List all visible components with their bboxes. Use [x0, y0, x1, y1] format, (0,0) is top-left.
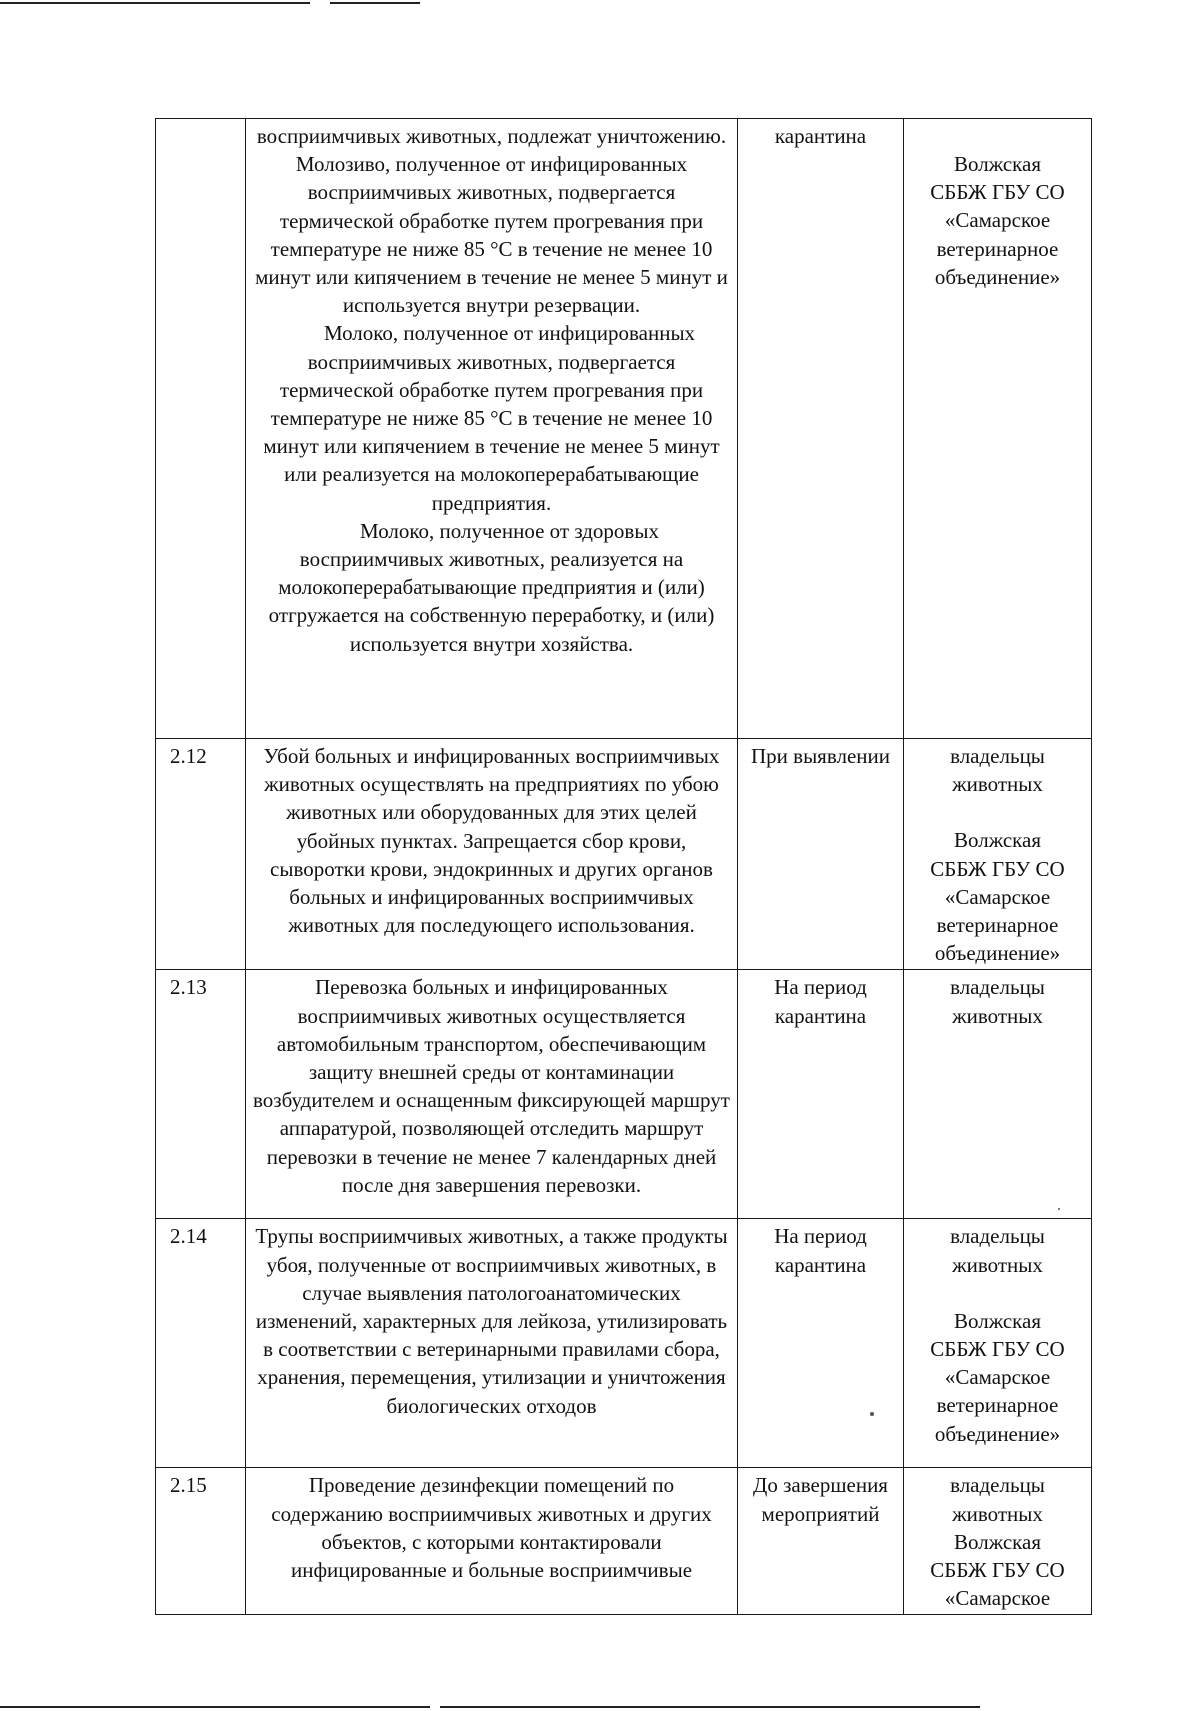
org-line: «Самарское [944, 1365, 1051, 1390]
measure-text: Перевозка больных и инфицированных восприимчивых животных осуществляется автомобильным транспортом, обеспечивающим защиту внешней среды от контаминации возбудителем и оснащенным фиксирующей маршрут аппаратурой, позволяющей отследить маршрут перевозки в течение не менее 7 календарных дней после дня завершения перевозки. [253, 975, 730, 1197]
owner-line: владельцы животных [950, 1224, 1045, 1277]
measure-text: Убой больных и инфицированных восприимчивых животных осуществлять на предприятиях по убою животных или оборудованных для этих целей убойных пунктах. Запрещается сбор крови, сыворотки крови, эндокринных и других органов больных и инфицированных восприимчивых животных для последующего использования. [263, 744, 720, 938]
table-row [156, 970, 1092, 1219]
org-line: СББЖ ГБУ СО [930, 856, 1065, 881]
table-row [156, 739, 1092, 970]
table-row [156, 1219, 1092, 1468]
measure-text: Трупы восприимчивых животных, а также продукты убоя, полученные от восприимчивых животных, в случае выявления патологоанатомических изменений, характерных для лейкоза, утилизировать в соответствии с ветеринарными правилами сбора, хранения, перемещения, утилизации и уничтожения биологических отходов [255, 1224, 728, 1418]
measures-table [155, 118, 1092, 1615]
measure-text: восприимчивых животных, подлежат уничтожению. Молозиво, полученное от инфицированных восприимчивых животных, подвергается термической обработке путем прогревания при температуре не ниже 85 °С в течение не менее 10 минут или кипячением в течение не менее 5 минут и используется внутри резервации. [255, 124, 728, 318]
scan-artifact-top [330, 2, 420, 4]
org-line: ветеринарное [936, 913, 1059, 938]
org-line: Волжская [953, 1529, 1042, 1554]
owner-line: владельцы животных [950, 975, 1045, 1028]
org-line: «Самарское [944, 884, 1051, 909]
responsible-cell [904, 1219, 1092, 1468]
scan-artifact-bottom [0, 1706, 430, 1708]
scan-artifact-bottom [440, 1706, 980, 1708]
period-cell: На период карантина [738, 970, 904, 1219]
measure-cell [246, 119, 738, 739]
org-line: «Самарское [944, 1586, 1051, 1611]
org-line: СББЖ ГБУ СО [930, 180, 1065, 205]
measure-text: Молоко, полученное от инфицированных восприимчивых животных, подвергается термической обработке путем прогревания при температуре не ниже 85 °С в течение не менее 10 минут или кипячением в течение не менее 5 минут или реализуется на молокоперерабатывающие предприятия. [263, 321, 720, 515]
org-line: объединение» [934, 264, 1061, 289]
measure-text: Проведение дезинфекции помещений по содержанию восприимчивых животных и других объектов, с которыми контактировали инфицированные и больные восприимчивые [271, 1473, 712, 1583]
responsible-cell [904, 1468, 1092, 1615]
org-line: СББЖ ГБУ СО [930, 1558, 1065, 1583]
period-cell: На период карантина [738, 1219, 904, 1468]
responsible-cell [904, 119, 1092, 739]
org-line: Волжская [953, 828, 1042, 853]
org-line: Волжская [953, 1308, 1042, 1333]
owner-line: владельцы животных [950, 744, 1045, 797]
measure-text: Молоко, полученное от здоровых восприимчивых животных, реализуется на молокоперерабатывающие предприятия и (или) отгружается на собственную переработку, и (или) используется внутри хозяйства. [268, 518, 715, 656]
org-line: объединение» [934, 1421, 1061, 1446]
measure-cell [246, 1219, 738, 1468]
responsible-cell [904, 970, 1092, 1219]
org-line: ветеринарное [936, 1393, 1059, 1418]
row-number: 2.15 [156, 1468, 246, 1615]
org-line: СББЖ ГБУ СО [930, 1337, 1065, 1362]
measure-cell [246, 1468, 738, 1615]
scan-artifact-top [0, 2, 310, 4]
measure-cell [246, 970, 738, 1219]
measure-cell [246, 739, 738, 970]
period-cell: карантина [738, 119, 904, 739]
table-row [156, 119, 1092, 739]
row-number: 2.13 [156, 970, 246, 1219]
period-cell: До завершения мероприятий [738, 1468, 904, 1615]
period-cell: При выявлении [738, 739, 904, 970]
row-number: 2.14 [156, 1219, 246, 1468]
owner-line: владельцы животных [950, 1473, 1045, 1526]
row-number: 2.12 [156, 739, 246, 970]
org-line: «Самарское [944, 208, 1051, 233]
table-row [156, 1468, 1092, 1615]
org-line: ветеринарное [936, 236, 1059, 261]
responsible-cell [904, 739, 1092, 970]
org-line: Волжская [953, 152, 1042, 176]
org-line: объединение» [934, 941, 1061, 966]
row-number [156, 119, 246, 739]
